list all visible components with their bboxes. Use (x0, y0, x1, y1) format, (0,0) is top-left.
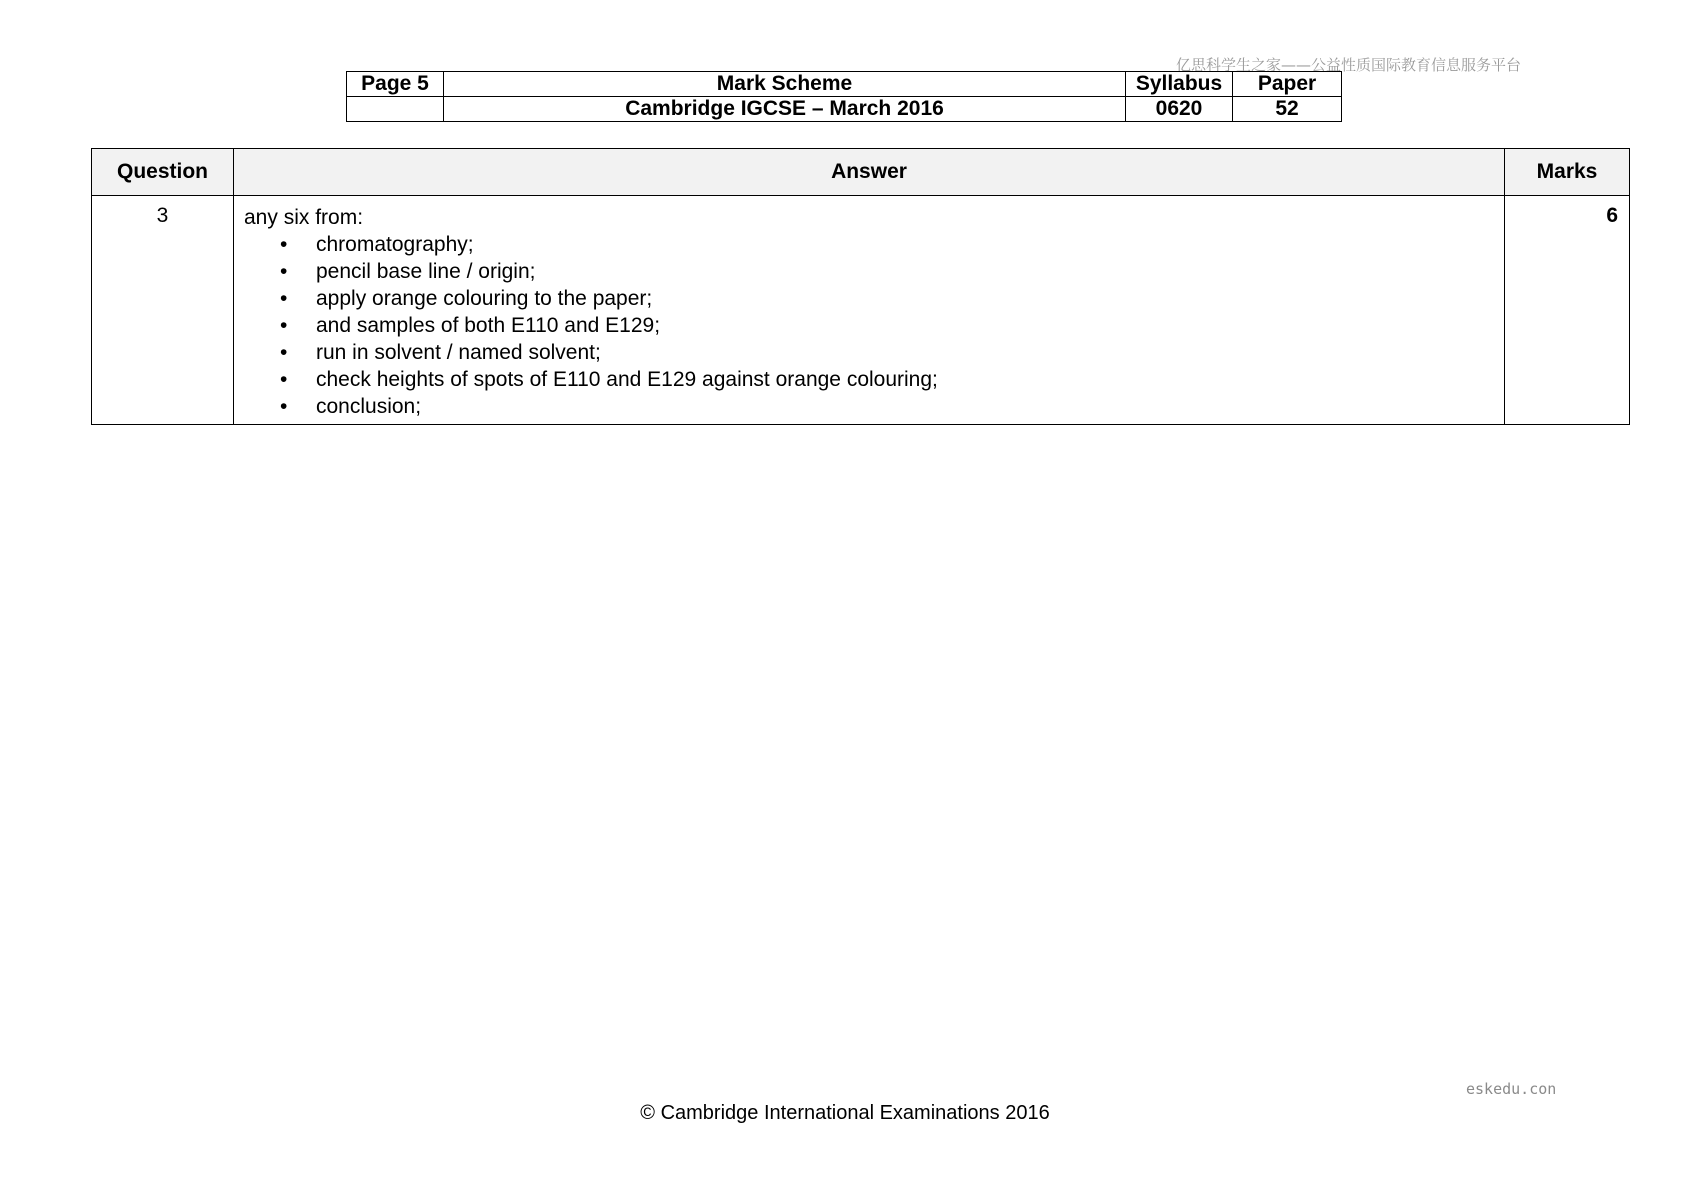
bullet-icon: • (280, 260, 288, 283)
bullet-icon: • (280, 233, 288, 256)
page-label: Page 5 (347, 72, 444, 97)
doc-title: Mark Scheme (444, 72, 1126, 97)
syllabus-label: Syllabus (1126, 72, 1233, 97)
empty-cell (347, 97, 444, 122)
copyright-footer: © Cambridge International Examinations 2016 (640, 1102, 1050, 1124)
table-header-row (92, 149, 1630, 196)
marks-value: 6 (1505, 196, 1630, 425)
answer-cell (234, 196, 1505, 425)
answer-bullet-text: pencil base line / origin; (316, 260, 536, 283)
answer-bullet-text: conclusion; (316, 395, 422, 418)
bullet-icon: • (280, 314, 288, 337)
column-header-answer: Answer (234, 149, 1505, 196)
column-header-marks: Marks (1505, 149, 1630, 196)
answer-bullet-item (244, 366, 1494, 393)
answer-bullet-text: chromatography; (316, 233, 474, 256)
header-row-1 (347, 72, 1342, 97)
header-table (346, 71, 1342, 122)
answer-bullet-text: run in solvent / named solvent; (316, 341, 601, 364)
answer-intro: any six from: (244, 206, 364, 229)
watermark-top-text: 亿思科学生之家——公益性质国际教育信息服务平台 (1176, 56, 1522, 74)
answer-bullet-item (244, 312, 1494, 339)
paper-label: Paper (1233, 72, 1342, 97)
syllabus-code: 0620 (1126, 97, 1233, 122)
bullet-icon: • (280, 287, 288, 310)
answer-bullet-item (244, 285, 1494, 312)
bullet-icon: • (280, 368, 288, 391)
exam-name: Cambridge IGCSE – March 2016 (444, 97, 1126, 122)
answer-bullet-item (244, 231, 1494, 258)
bullet-icon: • (280, 341, 288, 364)
mark-scheme-table (91, 148, 1630, 425)
watermark-bottom-text: eskedu.con (1466, 1080, 1557, 1098)
header-row-2 (347, 97, 1342, 122)
answer-bullet-item (244, 339, 1494, 366)
paper-number: 52 (1233, 97, 1342, 122)
table-row (92, 196, 1630, 425)
answer-bullet-item (244, 393, 1494, 420)
column-header-question: Question (92, 149, 234, 196)
answer-bullet-item (244, 258, 1494, 285)
question-number: 3 (92, 196, 234, 425)
answer-bullet-text: and samples of both E110 and E129; (316, 314, 661, 337)
answer-bullet-text: apply orange colouring to the paper; (316, 287, 653, 310)
answer-bullet-text: check heights of spots of E110 and E129 against orange colouring; (316, 368, 938, 391)
bullet-icon: • (280, 395, 288, 418)
answer-bullet-list (244, 231, 1494, 420)
